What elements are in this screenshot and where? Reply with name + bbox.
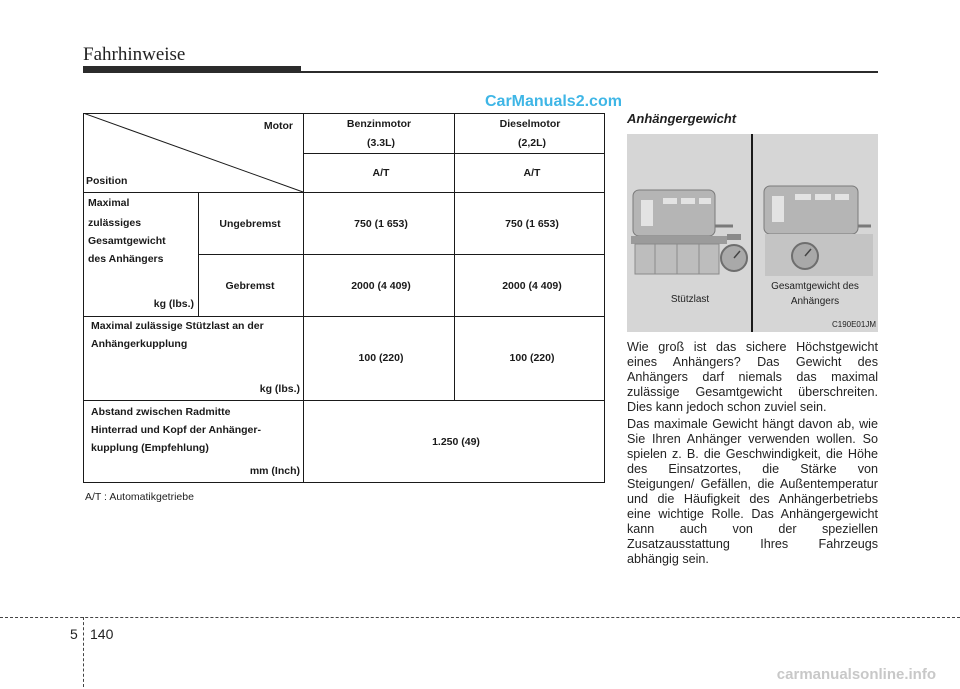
figure-code: C190E01JM: [831, 320, 876, 329]
body-paragraph: Das maximale Gewicht hängt davon ab, wie Sie Ihren Anhänger verwenden wollen. So spielen z. B. die Geschwindigkeit, die Höhe des Einsatzortes, die Stärke von Steigungen/ Gefällen, die Außentemperatur und die Häufigkeit des Anhängerbetriebs eine wichtige Rolle. Das Anhängergewicht kann auch von der speziellen Zusatzausstattung Ihres Fahrzeugs abhängig sein.: [627, 417, 878, 566]
tongue-load-diesel-value: 100 (220): [509, 352, 555, 364]
max-weight-label-line: zulässiges: [88, 217, 142, 229]
table-footnote: A/T : Automatikgetriebe: [85, 491, 194, 503]
distance-unit: mm (Inch): [249, 465, 300, 477]
distance-label-line: kupplung (Empfehlung): [91, 442, 209, 454]
header-bar: [83, 66, 301, 73]
figure-label-total-2: Anhängers: [790, 296, 840, 307]
tongue-load-label-line: Maximal zulässige Stützlast an der: [91, 320, 264, 332]
header-rule: [301, 71, 878, 73]
corner-position-label: Position: [86, 175, 128, 187]
chapter-number: 5: [70, 626, 78, 642]
distance-label-line: Hinterrad und Kopf der Anhänger-: [91, 424, 261, 436]
footer-rule: [0, 617, 960, 618]
spec-table: [83, 113, 605, 483]
tongue-load-label-line: Anhängerkupplung: [91, 338, 188, 350]
diesel-engine-header: Dieselmotor: [499, 118, 561, 130]
unbraked-label: Ungebremst: [219, 218, 281, 230]
tongue-load-benzin-value: 100 (220): [358, 352, 404, 364]
footer-watermark: carmanualsonline.info: [776, 666, 936, 683]
max-weight-label-line: Maximal: [88, 197, 130, 209]
braked-diesel-value: 2000 (4 409): [502, 280, 562, 292]
braked-benzin-value: 2000 (4 409): [351, 280, 411, 292]
distance-value: 1.250 (49): [432, 436, 480, 448]
tongue-load-unit: kg (lbs.): [259, 383, 300, 395]
braked-label: Gebremst: [225, 280, 275, 292]
distance-label-line: Abstand zwischen Radmitte: [91, 406, 231, 418]
benzin-transmission: A/T: [372, 167, 390, 179]
corner-motor-label: Motor: [263, 120, 293, 132]
max-weight-unit: kg (lbs.): [153, 298, 194, 310]
unbraked-diesel-value: 750 (1 653): [505, 218, 559, 230]
max-weight-label-line: des Anhängers: [88, 253, 164, 265]
body-paragraph: Wie groß ist das sichere Höchstgewicht eines Anhängers? Das Gewicht des Anhängers darf niemals das maximal zulässige Gesamtgewicht überschreiten. Dies kann jedoch schon zuviel sein.: [627, 340, 878, 414]
total-weight-scale-illustration: [764, 186, 873, 276]
diesel-transmission: A/T: [523, 167, 541, 179]
trailer-weight-illustration: [627, 134, 878, 332]
page-header-title: Fahrhinweise: [83, 44, 186, 65]
footer-divider: [83, 617, 84, 687]
unbraked-benzin-value: 750 (1 653): [354, 218, 408, 230]
benzin-engine-header: Benzinmotor: [346, 118, 412, 130]
benzin-engine-sub: (3.3L): [366, 137, 396, 149]
diesel-engine-sub: (2,2L): [517, 137, 547, 149]
page-number: 140: [90, 626, 114, 642]
max-weight-label-line: Gesamtgewicht: [88, 235, 166, 247]
watermark-text: CarManuals2.com: [485, 93, 622, 110]
figure-label-total-1: Gesamtgewicht des: [771, 281, 859, 292]
section-heading: Anhängergewicht: [627, 111, 737, 126]
figure-label-stuetzlast: Stützlast: [670, 294, 710, 305]
